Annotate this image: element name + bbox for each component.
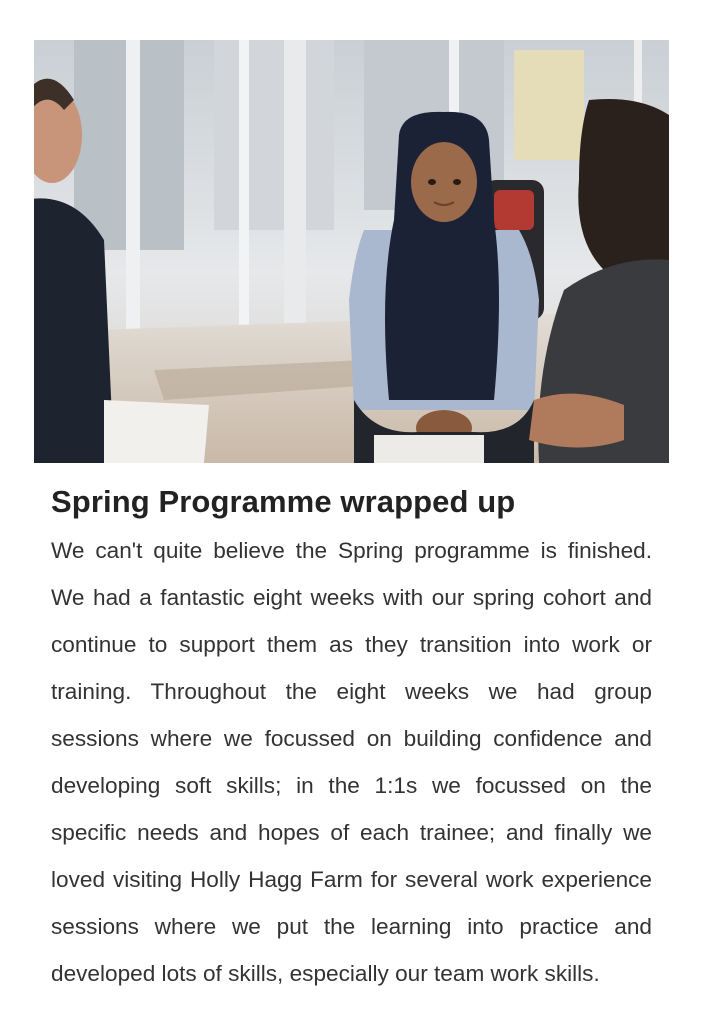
- article-photo: [34, 40, 669, 463]
- photo-illustration: [34, 40, 669, 463]
- article-body: We can't quite believe the Spring programme is finished. We had a fantastic eight weeks with our spring cohort and continue to support them as they transition into work or training. Throughout the eight weeks we had group sessions where we focussed on building confidence and developing soft skills; in the 1:1s we focussed on the specific needs and hopes of each trainee; and finally we loved visiting Holly Hagg Farm for several work experience sessions where we put the learning into practice and developed lots of skills, especially our team work skills.: [51, 538, 652, 986]
- article-title: Spring Programme wrapped up: [51, 484, 516, 519]
